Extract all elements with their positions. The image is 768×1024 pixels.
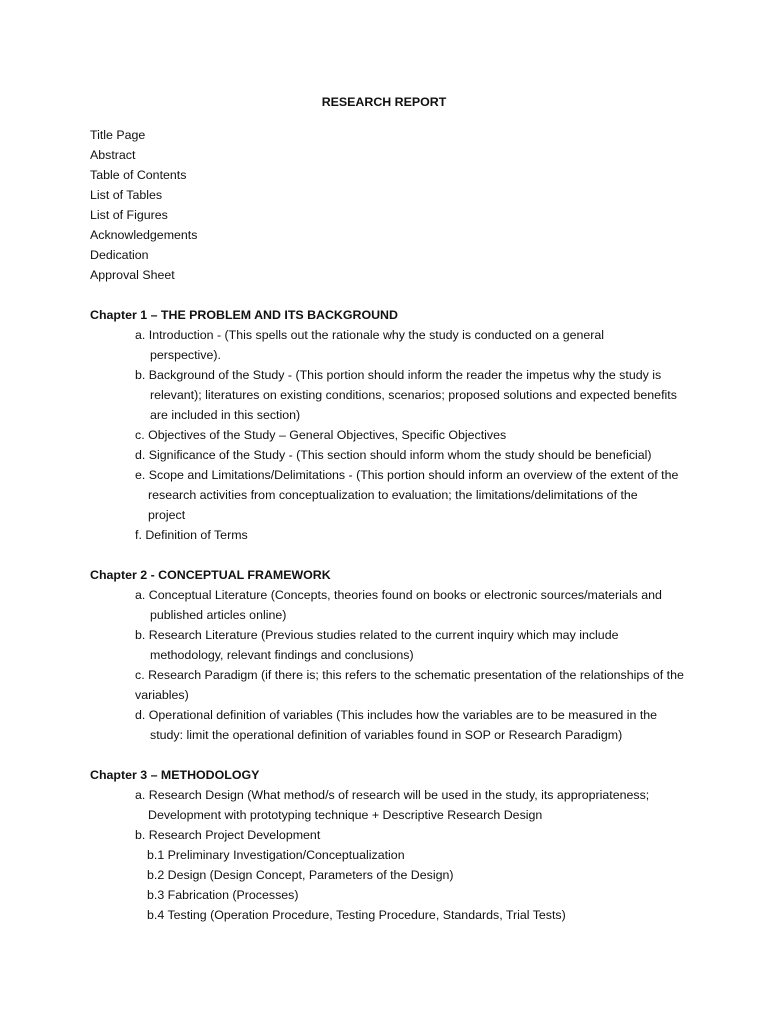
chapter-3-item-a-continued: Development with prototyping technique + Descriptive Research Design xyxy=(148,808,543,822)
front-matter-item: Abstract xyxy=(90,148,136,162)
chapter-3-subitem: b.2 Design (Design Concept, Parameters of the Design) xyxy=(147,868,454,882)
chapter-1-item-b-continued: relevant); literatures on existing conditions, scenarios; proposed solutions and expected benefits xyxy=(150,388,677,402)
chapter-2-item-a-continued: published articles online) xyxy=(150,608,287,622)
chapter-2-item-b-continued: methodology, relevant findings and conclusions) xyxy=(150,648,414,662)
chapter-1-item-e-continued: project xyxy=(148,508,186,522)
chapter-1-item-d: d. Significance of the Study - (This section should inform whom the study should be beneficial) xyxy=(135,448,652,462)
front-matter-item: Dedication xyxy=(90,248,149,262)
chapter-2-item-a: a. Conceptual Literature (Concepts, theories found on books or electronic sources/materials and xyxy=(135,588,662,602)
front-matter-item: Approval Sheet xyxy=(90,268,175,282)
front-matter-item: List of Tables xyxy=(90,188,163,202)
chapter-1-item-c: c. Objectives of the Study – General Objectives, Specific Objectives xyxy=(135,428,507,442)
chapter-2-item-b: b. Research Literature (Previous studies related to the current inquiry which may include xyxy=(135,628,619,642)
document-title: RESEARCH REPORT xyxy=(321,95,447,109)
chapter-1-item-a-continued: perspective). xyxy=(150,348,221,362)
front-matter-item: Title Page xyxy=(90,128,146,142)
chapter-1-item-f: f. Definition of Terms xyxy=(135,528,248,542)
chapter-1-item-e: e. Scope and Limitations/Delimitations - (This portion should inform an overview of the extent of the xyxy=(135,468,679,482)
chapter-2-item-d-continued: study: limit the operational definition of variables found in SOP or Research Paradigm) xyxy=(150,728,623,742)
chapter-3-subitem: b.1 Preliminary Investigation/Conceptualization xyxy=(147,848,405,862)
front-matter-item: Table of Contents xyxy=(90,168,187,182)
chapter-3-subitem: b.3 Fabrication (Processes) xyxy=(147,888,299,902)
chapter-2-item-d: d. Operational definition of variables (This includes how the variables are to be measured in the xyxy=(135,708,658,722)
chapter-1-heading: Chapter 1 – THE PROBLEM AND ITS BACKGROUND xyxy=(90,308,398,322)
chapter-2-item-c: c. Research Paradigm (if there is; this refers to the schematic presentation of the relationships of the xyxy=(135,668,684,682)
chapter-3-subitem: b.4 Testing (Operation Procedure, Testing Procedure, Standards, Trial Tests) xyxy=(147,908,566,922)
chapter-2-heading: Chapter 2 - CONCEPTUAL FRAMEWORK xyxy=(90,568,331,582)
front-matter-item: Acknowledgements xyxy=(90,228,198,242)
chapter-1-item-b-continued: are included in this section) xyxy=(150,408,301,422)
chapter-1-item-a: a. Introduction - (This spells out the rationale why the study is conducted on a general xyxy=(135,328,605,342)
chapter-1-item-e-continued: research activities from conceptualization to evaluation; the limitations/delimitations of the xyxy=(148,488,638,502)
chapter-3-heading: Chapter 3 – METHODOLOGY xyxy=(90,768,260,782)
chapter-3-item-b: b. Research Project Development xyxy=(135,828,321,842)
chapter-1-item-b: b. Background of the Study - (This portion should inform the reader the impetus why the study is xyxy=(135,368,662,382)
front-matter-item: List of Figures xyxy=(90,208,168,222)
chapter-3-item-a: a. Research Design (What method/s of research will be used in the study, its appropriateness; xyxy=(135,788,650,802)
chapter-2-item-c-continued: variables) xyxy=(135,688,189,702)
